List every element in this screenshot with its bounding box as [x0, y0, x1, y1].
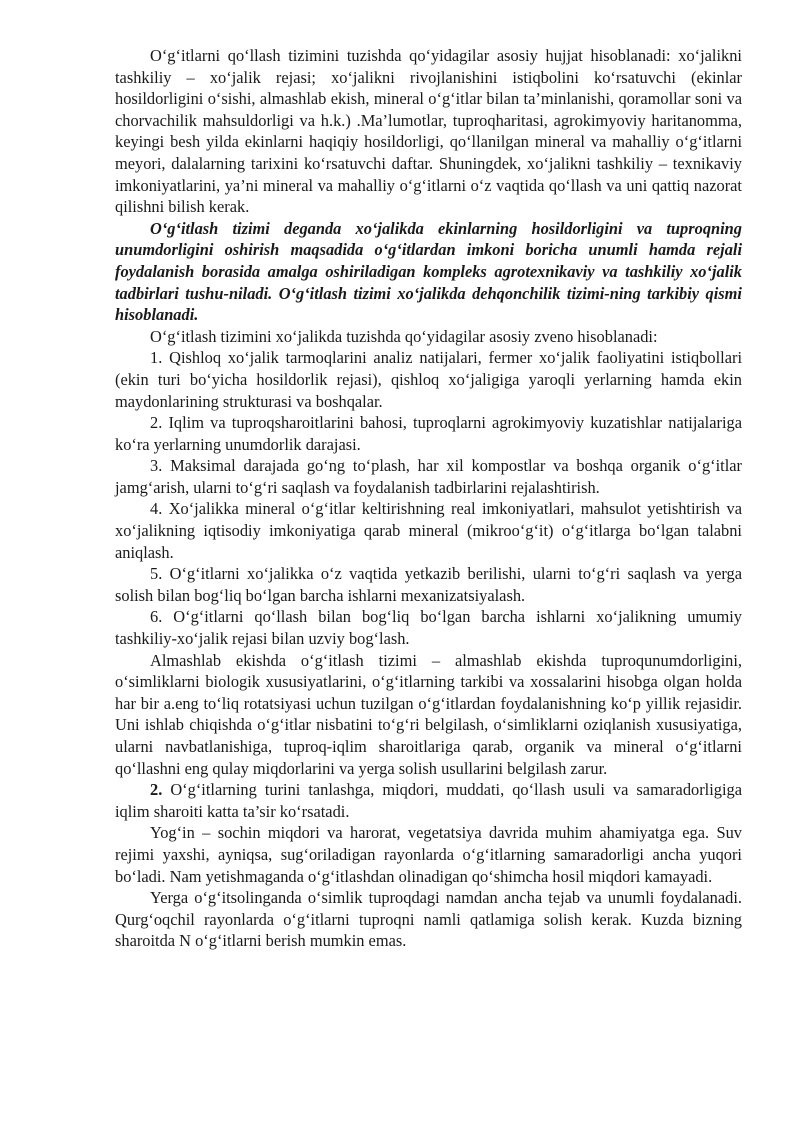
paragraph-crop-rotation: Almashlab ekishda o‘g‘itlash tizimi – almashlab ekishda tuproqunumdorligini, o‘simliklarni biologik xususiyatlarini, o‘g‘itlarning tarkibi va xossalarini hisobga olgan holda har bir a.eng to‘liq rotatsiyasi uchun tuzilgan o‘g‘itlardan foydalanishning ko‘p yillik rejasidir. Uni ishlab chiqishda o‘g‘itlar nisbatini to‘g‘ri belgilash, o‘simliklarni oziqlanish xususiyatiga, ularni navbatlanishiga, tuproq-iqlim sharoitlariga qarab, organik va mineral o‘g‘itlarni qo‘llashni eng qulay miqdorlarini va yerga solish usullarini belgilash zarur.	[115, 650, 742, 778]
document-body	[115, 45, 742, 952]
list-item-2: 2. Iqlim va tuproqsharoitlarini bahosi, tuproqlarni agrokimyoviy kuzatishlar natijalariga ko‘ra yerlarning unumdorlik darajasi.	[115, 413, 742, 454]
paragraph-climate-text: O‘g‘itlarning turini tanlashga, miqdori, muddati, qo‘llash usuli va samaradorligiga iqlim sharoiti katta ta’sir ko‘rsatadi.	[115, 780, 742, 821]
list-item-3: 3. Maksimal darajada go‘ng to‘plash, har xil kompostlar va boshqa organik o‘g‘itlar jamg‘arish, ularni to‘g‘ri saqlash va foydalanish tadbirlarini rejalashtirish.	[115, 456, 742, 497]
list-item-1: 1. Qishloq xo‘jalik tarmoqlarini analiz natijalari, fermer xo‘jalik faoliyatini istiqbollari (ekin turi bo‘yicha hosildorlik rejasi), qishloq xo‘jaligiga yaroqli yerlarning hamda ekin maydonlarining strukturasi va boshqalar.	[115, 348, 742, 411]
list-item-4: 4. Xo‘jalikka mineral o‘g‘itlar keltirishning real imkoniyatlari, mahsulot yetishtirish va xo‘jalikning iqtisodiy imkoniyatiga qarab mineral (mikroo‘g‘it) o‘g‘itlarga bo‘lgan talabni aniqlash.	[115, 499, 742, 562]
list-item-5: 5. O‘g‘itlarni xo‘jalikka o‘z vaqtida yetkazib berilishi, ularni to‘g‘ri saqlash va yerga solish bilan bog‘liq bo‘lgan barcha ishlarni mexanizatsiyalash.	[115, 564, 742, 605]
paragraph-intro: O‘g‘itlarni qo‘llash tizimini tuzishda qo‘yidagilar asosiy hujjat hisoblanadi: xo‘jalikni tashkiliy – xo‘jalik rejasi; xo‘jalikni rivojlanishini istiqbolini ko‘rsatuvchi (ekinlar hosildorligini o‘sishi, almashlab ekish, mineral o‘g‘itlar bilan ta’minlanishi, qoramollar soni va chorvachilik mahsuldorligi va h.k.) .Ma’lumotlar, tuproqharitasi, agrokimyoviy haritanomma, keyingi besh yilda ekinlarni haqiqiy hosildorligi, qo‘llanilgan mineral va mahalliy o‘g‘itlarni meyori, dalalarning tarixini ko‘rsatuvchi daftar. Shuningdek, xo‘jalikni tashkiliy – texnikaviy imkoniyatlarini, ya’ni mineral va mahalliy o‘g‘itlarni o‘z vaqtida qo‘llash va uni qattiq nazorat qilishni bilish kerak.	[115, 46, 742, 217]
paragraph-definition: O‘g‘itlash tizimi deganda xo‘jalikda ekinlarning hosildorligini va tuproqning unumdorligini oshirish maqsadida o‘g‘itlardan imkoni boricha unumli hamda rejali foydalanish borasida amalga oshiriladigan kompleks agrotexnikaviy va tashkiliy xo‘jalik tadbirlari tushu-niladi. O‘g‘itlash tizimi xo‘jalikda dehqonchilik tizimi-ning tarkibiy qismi hisoblanadi.	[115, 218, 742, 325]
paragraph-zveno-intro: O‘g‘itlash tizimini xo‘jalikda tuzishda qo‘yidagilar asosiy zveno hisoblanadi:	[150, 326, 658, 346]
section-number: 2.	[150, 780, 163, 800]
paragraph-climate	[115, 779, 742, 822]
list-item-6: 6. O‘g‘itlarni qo‘llash bilan bog‘liq bo‘lgan barcha ishlarni xo‘jalikning umumiy tashkiliy-xo‘jalik rejasi bilan uzviy bog‘lash.	[115, 607, 742, 649]
paragraph-moisture: Yerga o‘g‘itsolinganda o‘simlik tuproqdagi namdan ancha tejab va unumli foydalanadi. Qurg‘oqchil rayonlarda o‘g‘itlarni tuproqni namli qatlamiga solish kerak. Kuzda bizning sharoitda N o‘g‘itlarni berish mumkin emas.	[115, 888, 742, 951]
paragraph-precipitation: Yog‘in – sochin miqdori va harorat, vegetatsiya davrida muhim ahamiyatga ega. Suv rejimi yaxshi, ayniqsa, sug‘oriladigan rayonlarda o‘g‘itlarning samaradorligi ancha yuqori bo‘ladi. Nam yetishmaganda o‘g‘itlashdan olinadigan qo‘shimcha hosil miqdori kamayadi.	[115, 823, 742, 886]
